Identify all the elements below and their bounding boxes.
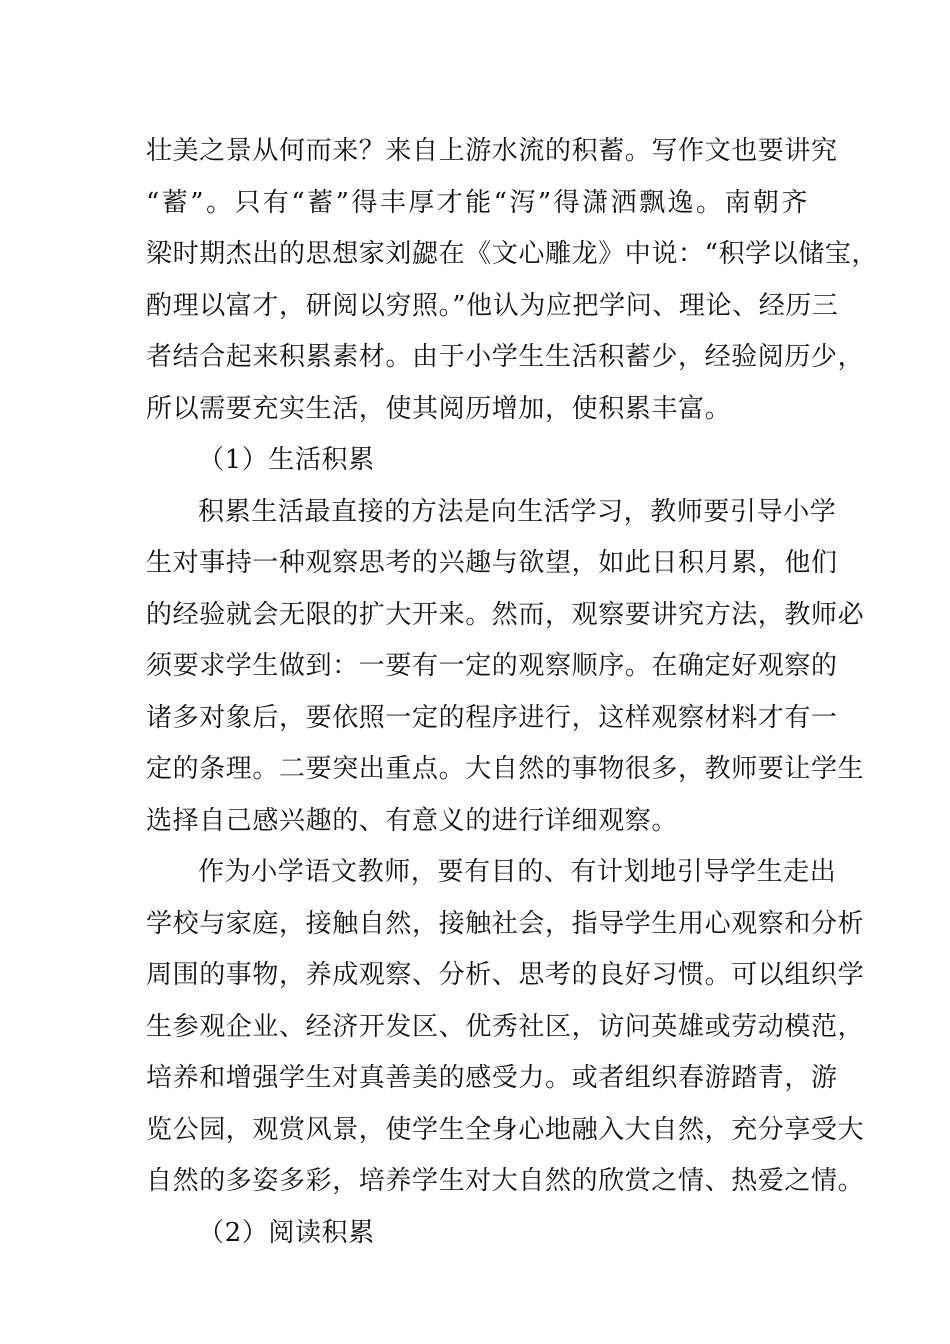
text-line: 的经验就会无限的扩大开来。然而，观察要讲究方法，教师必 xyxy=(146,599,865,630)
text-line: 壮美之景从何而来？来自上游水流的积蓄。写作文也要讲究 xyxy=(146,136,838,166)
body-text xyxy=(146,131,879,1264)
section-heading-life: （1）生活积累 xyxy=(198,445,375,475)
text-line: 酌理以富才，研阅以穷照。”他认为应把学问、理论、经历三 xyxy=(146,290,839,321)
section-heading-reading: （2）阅读积累 xyxy=(198,1217,375,1248)
text-line: 览公园，观赏风景，使学生全身心地融入大自然，充分享受大 xyxy=(146,1114,865,1145)
text-line: 定的条理。二要突出重点。大自然的事物很多，教师要让学生 xyxy=(146,754,865,784)
text-line: 生对事持一种观察思考的兴趣与欲望，如此日积月累，他们 xyxy=(146,548,838,578)
text-line: 者结合起来积累素材。由于小学生生活积蓄少，经验阅历少， xyxy=(146,342,865,372)
text-line: 选择自己感兴趣的、有意义的进行详细观察。 xyxy=(146,805,679,836)
text-line: “蓄”。只有“蓄”得丰厚才能“泻”得潇洒飘逸。南朝齐 xyxy=(146,187,808,218)
text-line: 作为小学语文教师，要有目的、有计划地引导学生走出 xyxy=(198,857,837,887)
text-line: 培养和增强学生对真善美的感受力。或者组织春游踏青，游 xyxy=(146,1063,838,1093)
text-line: 梁时期杰出的思想家刘勰在《文心雕龙》中说：“积学以储宝， xyxy=(146,239,879,269)
text-line: 自然的多姿多彩，培养学生对大自然的欣赏之情、热爱之情。 xyxy=(146,1166,865,1196)
text-line: 周围的事物，养成观察、分析、思考的良好习惯。可以组织学 xyxy=(146,960,865,990)
text-line: 学校与家庭，接触自然，接触社会，指导学生用心观察和分析 xyxy=(146,908,865,939)
text-line: 生参观企业、经济开发区、优秀社区，访问英雄或劳动模范， xyxy=(146,1011,865,1042)
text-line: 积累生活最直接的方法是向生活学习，教师要引导小学 xyxy=(198,496,837,527)
text-line: 所以需要充实生活，使其阅历增加，使积累丰富。 xyxy=(146,393,732,424)
text-line: 须要求学生做到：一要有一定的观察顺序。在确定好观察的 xyxy=(146,651,838,681)
text-line: 诸多对象后，要依照一定的程序进行，这样观察材料才有一 xyxy=(146,702,838,733)
